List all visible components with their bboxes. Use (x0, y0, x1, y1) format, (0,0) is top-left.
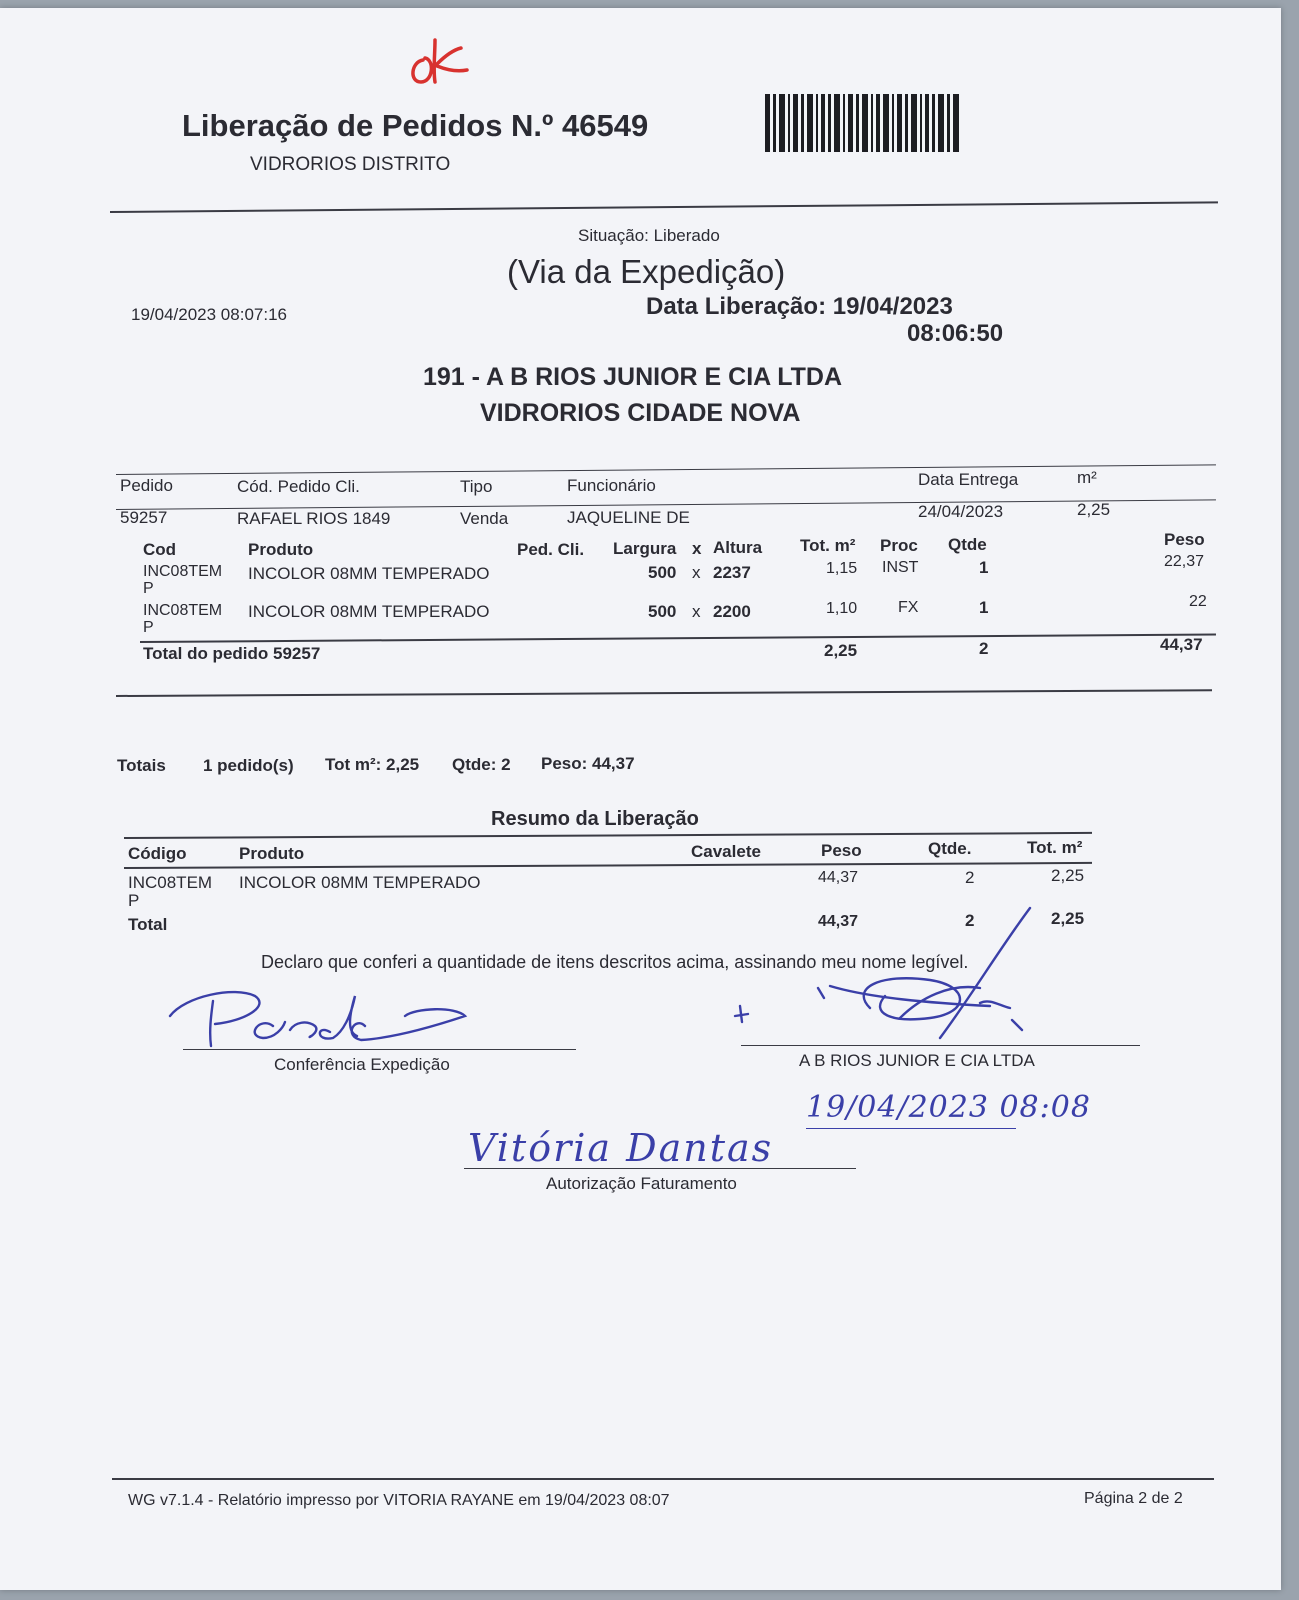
item2-altura: 2200 (713, 602, 751, 621)
totais-qtde: Qtde: 2 (452, 755, 511, 774)
item1-proc: INST (882, 559, 919, 576)
barcode-icon (765, 94, 961, 152)
item-col-produto: Produto (248, 540, 314, 559)
item2-x: x (692, 602, 701, 621)
order-cod-pedido-cli: RAFAEL RIOS 1849 (237, 509, 391, 528)
item2-cod: INC08TEM (143, 602, 223, 619)
items-total-rule (140, 633, 1216, 643)
order-total-m2: 2,25 (824, 641, 858, 660)
resumo-total-tot-m2: 2,25 (1051, 909, 1085, 928)
copy-type-title: (Via da Expedição) (507, 253, 786, 290)
status-text: Situação: Liberado (578, 226, 720, 245)
resumo-col-produto: Produto (239, 844, 305, 863)
totais-pedidos: 1 pedido(s) (203, 756, 294, 775)
item1-largura: 500 (648, 563, 677, 582)
signature-line-right (741, 1045, 1140, 1046)
client-branch: VIDRORIOS CIDADE NOVA (480, 399, 801, 427)
order-pedido: 59257 (120, 508, 168, 527)
item1-x: x (692, 563, 701, 582)
document-title: Liberação de Pedidos N.º 46549 (182, 108, 649, 143)
col-m2: m² (1077, 468, 1097, 487)
handwritten-date-underline (806, 1128, 1016, 1129)
handwritten-date: 19/04/2023 08:08 (806, 1090, 1091, 1125)
handwritten-ok-mark (405, 30, 475, 90)
release-date-label: Data Liberação: 19/04/2023 (646, 293, 953, 320)
signature-line-left (183, 1049, 576, 1050)
item2-proc: FX (898, 599, 919, 616)
item1-altura: 2237 (713, 563, 751, 582)
client-name: 191 - A B RIOS JUNIOR E CIA LTDA (423, 363, 843, 391)
footer-report-info: WG v7.1.4 - Relatório impresso por VITORIA RAYANE em 19/04/2023 08:07 (128, 1492, 670, 1509)
resumo-col-tot-m2: Tot. m² (1027, 838, 1083, 857)
item-col-x: x (692, 539, 702, 558)
item-col-largura: Largura (613, 539, 677, 558)
col-data-entrega: Data Entrega (918, 470, 1019, 489)
resumo-title: Resumo da Liberação (491, 808, 699, 830)
resumo-col-codigo: Código (128, 844, 187, 863)
item-col-ped-cli: Ped. Cli. (517, 540, 585, 559)
footer-rule (112, 1478, 1214, 1480)
item1-qtde: 1 (979, 558, 989, 577)
signature-client (730, 888, 1070, 1068)
totais-label: Totais (117, 756, 166, 775)
item2-qtde: 1 (979, 598, 989, 617)
item1-peso: 22,37 (1164, 553, 1205, 570)
order-total-qtde: 2 (979, 639, 989, 658)
signature-conferencia (165, 986, 485, 1056)
item1-cod: INC08TEM (143, 563, 223, 580)
authorization-label: Autorização Faturamento (546, 1174, 737, 1193)
print-datetime: 19/04/2023 08:07:16 (131, 305, 287, 324)
resumo-codigo-cont: P (128, 891, 140, 910)
resumo-col-qtde: Qtde. (928, 839, 972, 858)
item2-tot-m2: 1,10 (826, 600, 858, 617)
item1-cod-cont: P (143, 580, 154, 597)
col-pedido: Pedido (120, 476, 173, 495)
order-section-end-rule (116, 689, 1212, 697)
resumo-codigo: INC08TEM (128, 873, 213, 892)
company-subtitle: VIDRORIOS DISTRITO (250, 154, 451, 175)
item2-largura: 500 (648, 602, 677, 621)
order-total-label: Total do pedido 59257 (143, 644, 321, 663)
col-cod-pedido-cli: Cód. Pedido Cli. (237, 477, 360, 496)
declaration-text: Declaro que conferi a quantidade de itens descritos acima, assinando meu nome legível. (261, 952, 969, 972)
resumo-qtde: 2 (965, 868, 975, 887)
item-col-altura: Altura (713, 538, 763, 557)
item1-produto: INCOLOR 08MM TEMPERADO (248, 564, 490, 583)
document-page (0, 8, 1281, 1590)
item-col-cod: Cod (143, 540, 177, 559)
resumo-total-label: Total (128, 915, 168, 934)
resumo-col-peso: Peso (821, 841, 862, 860)
item-col-peso: Peso (1164, 530, 1205, 549)
order-tipo: Venda (460, 509, 509, 528)
item-col-tot-m2: Tot. m² (800, 536, 856, 555)
resumo-col-cavalete: Cavalete (691, 842, 761, 861)
item2-produto: INCOLOR 08MM TEMPERADO (248, 602, 490, 621)
item2-cod-cont: P (143, 619, 154, 636)
item1-tot-m2: 1,15 (826, 560, 858, 577)
client-signature-label: A B RIOS JUNIOR E CIA LTDA (799, 1051, 1035, 1070)
release-time: 08:06:50 (907, 320, 1004, 347)
totais-m2: Tot m²: 2,25 (325, 755, 420, 774)
page-number: Página 2 de 2 (1084, 1490, 1183, 1507)
header-divider (110, 201, 1218, 213)
conferencia-label: Conferência Expedição (274, 1055, 450, 1074)
resumo-total-qtde: 2 (965, 911, 975, 930)
order-table-top-rule (116, 464, 1216, 475)
order-funcionario: JAQUELINE DE (567, 508, 690, 527)
handwritten-authorizer-name: Vitória Dantas (468, 1126, 774, 1170)
item-col-proc: Proc (880, 536, 918, 555)
resumo-peso: 44,37 (818, 869, 859, 886)
signature-line-auth (464, 1168, 856, 1169)
col-tipo: Tipo (460, 477, 493, 496)
resumo-tot-m2: 2,25 (1051, 866, 1085, 885)
totais-peso: Peso: 44,37 (541, 754, 635, 773)
order-m2: 2,25 (1077, 500, 1111, 519)
item2-peso: 22 (1189, 593, 1207, 610)
resumo-produto: INCOLOR 08MM TEMPERADO (239, 873, 481, 892)
order-total-peso: 44,37 (1160, 635, 1203, 654)
resumo-total-peso: 44,37 (818, 913, 859, 930)
item-col-qtde: Qtde (948, 535, 987, 554)
resumo-top-rule (124, 832, 1092, 839)
col-funcionario: Funcionário (567, 476, 656, 495)
order-data-entrega: 24/04/2023 (918, 502, 1004, 521)
